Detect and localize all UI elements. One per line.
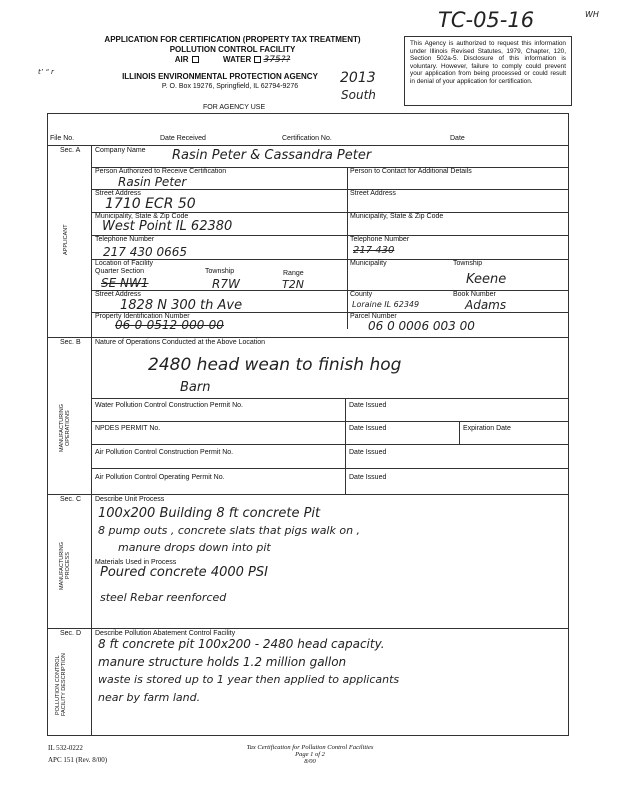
person-authorized-label: Person Authorized to Receive Certification [95, 168, 227, 175]
person-contact-label: Person to Contact for Additional Details [350, 168, 472, 175]
contact-telephone-value[interactable]: 217 430 [353, 245, 395, 256]
abatement-line-4[interactable]: near by farm land. [98, 691, 201, 704]
agency-name: ILLINOIS ENVIRONMENTAL PROTECTION AGENCY [122, 72, 318, 81]
book-number-label: Book Number [453, 291, 496, 298]
facility-municipality-label: Municipality [350, 260, 387, 267]
municipality-label: Municipality, State & Zip Code [95, 213, 189, 220]
form-title [60, 35, 405, 65]
county-value[interactable]: Loraine IL 62349 [352, 300, 420, 309]
date-label: Date [450, 135, 465, 142]
sec-d-label: Sec. D [60, 630, 82, 637]
manufacturing-process-side-label: MANUFACTURING PROCESS [59, 542, 71, 590]
materials-line-2[interactable]: steel Rebar reenforced [100, 591, 227, 604]
range-value[interactable]: T2N [282, 278, 304, 291]
footer-center [200, 744, 420, 765]
applicant-side-label: APPLICANT [63, 224, 69, 256]
company-name-value[interactable]: Rasin Peter & Cassandra Peter [172, 148, 372, 163]
for-agency-use-label: FOR AGENCY USE [203, 104, 266, 111]
facility-street-label: Street Address [95, 291, 141, 298]
unit-process-line-3[interactable]: manure drops down into pit [118, 541, 271, 554]
air-label: AIR [174, 55, 189, 64]
materials-label: Materials Used in Process [95, 559, 177, 566]
file-no-label: File No. [50, 135, 75, 142]
npdes-permit-label: NPDES PERMIT No. [95, 425, 161, 432]
sec-a-label: Sec. A [60, 147, 81, 154]
property-id-value[interactable]: 06-0-0512-000-00 [115, 318, 224, 332]
margin-marks: t’ “ r [38, 68, 54, 76]
range-label: Range [283, 270, 304, 277]
abatement-line-1[interactable]: 8 ft concrete pit 100x200 - 2480 head capacity. [98, 637, 385, 651]
street-address-label: Street Address [95, 190, 141, 197]
unit-process-label: Describe Unit Process [95, 496, 165, 503]
property-id-label: Property Identification Number [95, 313, 190, 320]
contact-telephone-label: Telephone Number [350, 236, 410, 243]
sec-b-label: Sec. B [60, 339, 81, 346]
nature-of-operations-line-1[interactable]: 2480 head wean to finish hog [148, 355, 402, 375]
quarter-section-value[interactable]: SE NW1 [101, 276, 149, 290]
manufacturing-operations-side-label: MANUFACTURING OPERATIONS [59, 404, 71, 452]
title-line-1: APPLICATION FOR CERTIFICATION (PROPERTY TAX TREATMENT) [104, 35, 361, 44]
footer-date: 8/00 [304, 758, 316, 765]
date-received-label: Date Received [160, 135, 206, 142]
media-checkboxes [60, 55, 405, 65]
water-note: 375?? [263, 55, 291, 65]
contact-municipality-label: Municipality, State & Zip Code [350, 213, 444, 220]
title-line-2: POLLUTION CONTROL FACILITY [169, 45, 296, 54]
water-checkbox[interactable] [254, 56, 261, 63]
telephone-label: Telephone Number [95, 236, 155, 243]
air-checkbox[interactable] [192, 56, 199, 63]
parcel-number-label: Parcel Number [350, 313, 397, 320]
telephone-value[interactable]: 217 430 0665 [103, 245, 187, 259]
initials-annotation: WH [585, 10, 599, 19]
privacy-notice: This Agency is authorized to request this information under Illinois Revised Statutes, 1979, Chapter, 120, Section 502a-5. Disclosure of this information is voluntary. However, failure to comply could prevent your application from being processed or could result in denial of your application for certification. [404, 36, 572, 106]
township-label: Township [205, 268, 235, 275]
facility-street-value[interactable]: 1828 N 300 th Ave [120, 298, 243, 313]
parcel-number-value[interactable]: 06 0 0006 003 00 [368, 319, 475, 333]
facility-township-value[interactable]: Keene [466, 272, 507, 287]
npdes-date-label: Date Issued [349, 425, 387, 432]
page-number: Page 1 of 2 [295, 751, 325, 758]
county-label: County [350, 291, 373, 298]
municipality-value[interactable]: West Point IL 62380 [102, 219, 233, 234]
township-value[interactable]: R7W [212, 277, 240, 291]
agency-address: P. O. Box 19276, Springfield, IL 62794-9276 [161, 83, 299, 90]
abatement-line-2[interactable]: manure structure holds 1.2 million gallon [98, 655, 347, 669]
location-of-facility-label: Location of Facility [95, 260, 153, 267]
form-number: IL 532-0222 [48, 744, 83, 752]
air-operating-permit-label: Air Pollution Control Operating Permit No. [95, 474, 225, 481]
company-name-label: Company Name [95, 147, 146, 154]
sec-c-label: Sec. C [60, 496, 82, 503]
unit-process-line-1[interactable]: 100x200 Building 8 ft concrete Pit [98, 506, 321, 521]
facility-township-label: Township [453, 260, 483, 267]
quarter-section-label: Quarter Section [95, 268, 145, 275]
contact-street-label: Street Address [350, 190, 396, 197]
apc-revision: APC 151 (Rev. 8/00) [48, 756, 108, 764]
water-label: WATER [222, 55, 252, 64]
pollution-control-side-label: POLLUTION CONTROL FACILITY DESCRIPTION [55, 653, 67, 717]
street-address-value[interactable]: 1710 ECR 50 [105, 196, 196, 212]
unit-process-line-2[interactable]: 8 pump outs , concrete slats that pigs walk on , [98, 524, 361, 537]
footer-title: Tax Certification for Pollution Control Facilities [246, 744, 374, 751]
abatement-facility-label: Describe Pollution Abatement Control Facility [95, 630, 236, 637]
nature-of-operations-label: Nature of Operations Conducted at the Above Location [95, 339, 266, 346]
book-number-value[interactable]: Adams [465, 298, 507, 312]
person-authorized-value[interactable]: Rasin Peter [118, 175, 187, 189]
region-annotation: South [341, 88, 376, 102]
expiration-date-label: Expiration Date [463, 425, 511, 432]
certification-no-label: Certification No. [282, 135, 332, 142]
year-annotation: 2013 [340, 70, 376, 86]
section-column-divider [91, 145, 92, 736]
water-construction-permit-label: Water Pollution Control Construction Permit No. [95, 402, 243, 409]
materials-line-1[interactable]: Poured concrete 4000 PSI [100, 565, 268, 580]
tc-number-annotation: TC-05-16 [438, 8, 535, 32]
water-construction-date-label: Date Issued [349, 402, 387, 409]
air-construction-permit-label: Air Pollution Control Construction Permit No. [95, 449, 234, 456]
abatement-line-3[interactable]: waste is stored up to 1 year then applied to applicants [98, 673, 400, 686]
nature-of-operations-line-2[interactable]: Barn [180, 380, 211, 395]
air-operating-date-label: Date Issued [349, 474, 387, 481]
air-construction-date-label: Date Issued [349, 449, 387, 456]
